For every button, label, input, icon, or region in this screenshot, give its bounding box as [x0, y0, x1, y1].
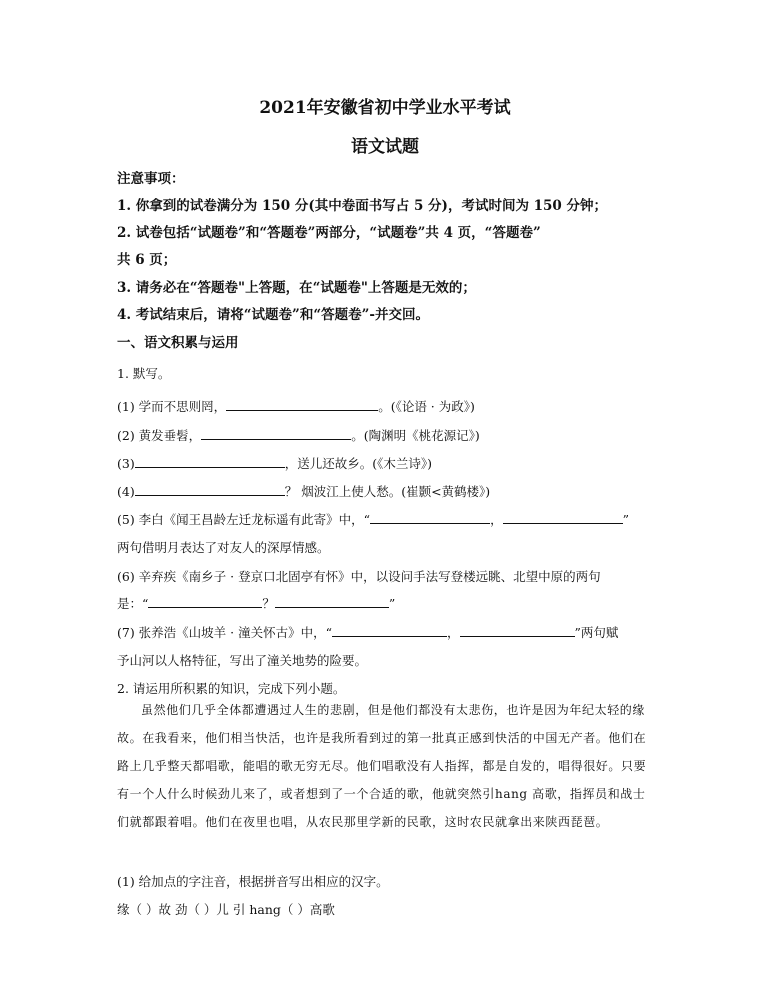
q1-item-2-post: 。(陶渊明《桃花源记》)	[351, 428, 480, 443]
q1-item-7-post: ”两句赋	[574, 625, 619, 640]
q1-item-6-pre: 是：“	[117, 596, 149, 611]
section-heading: 一、语文积累与运用	[117, 335, 239, 351]
q1-item-2-pre: (2) 黄发垂髫，	[117, 428, 202, 443]
q1-item-1-post: 。(《论语 · 为政》)	[378, 399, 475, 414]
q1-item-3-post: ，送儿还故乡。(《木兰诗》)	[284, 456, 432, 471]
notice-item-4: 4. 考试结束后，请将“试题卷”和“答题卷”-并交回。	[117, 307, 429, 323]
q1-item-6-post: ”	[388, 596, 396, 611]
answer-blank[interactable]	[135, 483, 285, 496]
notice-item-1: 1. 你拿到的试卷满分为 150 分(其中卷面书写占 5 分)，考试时间为 150 分钟；	[117, 198, 608, 214]
answer-blank[interactable]	[460, 624, 575, 637]
q2-fill-line[interactable]: 缘（ ）故 劲（ ）儿 引 hang（ ）高歌	[117, 902, 335, 917]
exam-subtitle: 语文试题	[351, 137, 419, 157]
answer-blank[interactable]	[332, 624, 447, 637]
q1-item-4	[117, 482, 490, 500]
answer-blank[interactable]	[135, 455, 285, 468]
answer-blank[interactable]	[201, 427, 351, 440]
q1-item-7	[117, 623, 618, 641]
notice-item-2: 2. 试卷包括“试题卷”和“答题卷”两部分，“试题卷”共 4 页，“答题卷”	[117, 225, 541, 241]
q1-item-1-pre: (1) 学而不思则罔，	[117, 399, 227, 414]
q2-sub-1: (1) 给加点的字注音，根据拼音写出相应的汉字。	[117, 874, 389, 889]
q1-item-4-post: ？ 烟波江上使人愁。(崔颢<黄鹤楼》)	[284, 484, 491, 499]
q1-item-7-pre: (7) 张养浩《山坡羊 · 潼关怀古》中，“	[117, 625, 332, 640]
q1-item-7-mid: ，	[447, 625, 460, 640]
answer-blank[interactable]	[226, 398, 378, 411]
q1-item-6: (6) 辛弃疾《南乡子 · 登京口北固亭有怀》中，以设问手法写登楼远眺、北望中原的两句	[117, 569, 601, 584]
q1-item-6-answer	[117, 594, 395, 612]
notice-item-2-cont: 共 6 页；	[117, 252, 177, 268]
answer-blank[interactable]	[275, 595, 389, 608]
q1-item-3-pre: (3)	[117, 456, 135, 471]
answer-blank[interactable]	[503, 511, 623, 524]
q1-item-4-pre: (4)	[117, 484, 135, 499]
q1-item-6-mid: ？	[262, 596, 275, 611]
q1-item-2	[117, 426, 480, 444]
notice-heading: 注意事项：	[117, 171, 185, 187]
q1-item-5-pre: (5) 李白《闻王昌龄左迁龙标遥有此寄》中，“	[117, 512, 371, 527]
question-1-label: 1. 默写。	[117, 366, 171, 381]
answer-blank[interactable]	[370, 511, 490, 524]
q1-item-5-mid: ，	[490, 512, 503, 527]
reading-passage: 虽然他们几乎全体都遭遇过人生的悲剧，但是他们都没有太悲伤，也许是因为年纪太轻的缘故。在我看来，他们相当快活，也许是我所看到过的第一批真正感到快活的中国无产者。他们在路上几乎整天都唱歌，能唱的歌无穷无尽。他们唱歌没有人指挥，都是自发的，唱得很好。只要有一个人什么时候劲儿来了，或者想到了一个合适的歌，他就突然引hang 高歌，指挥员和战士们就都跟着唱。他们在夜里也唱，从农民那里学新的民歌，这时农民就拿出来陕西琵琶。	[117, 703, 647, 829]
exam-title: 2021年安徽省初中学业水平考试	[259, 98, 511, 118]
q1-item-1	[117, 397, 475, 415]
q1-item-7-cont: 予山河以人格特征，写出了潼关地势的险要。	[117, 653, 368, 668]
q1-item-5-cont: 两句借明月表达了对友人的深厚情感。	[117, 540, 330, 555]
question-2-label: 2. 请运用所积累的知识，完成下列小题。	[117, 681, 346, 696]
q1-item-3	[117, 454, 432, 472]
notice-item-3: 3. 请务必在“答题卷"上答题，在“试题卷"上答题是无效的；	[117, 280, 476, 296]
q1-item-5	[117, 510, 629, 528]
q1-item-5-post: ”	[622, 512, 629, 527]
answer-blank[interactable]	[148, 595, 262, 608]
